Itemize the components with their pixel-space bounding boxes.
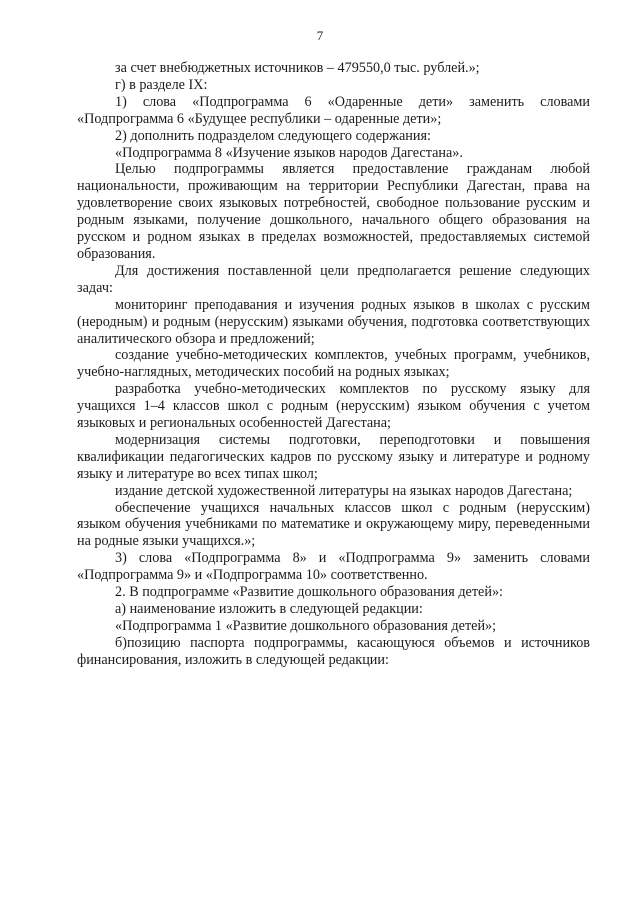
paragraph: 1) слова «Подпрограмма 6 «Одаренные дети» заменить словами «Подпрограмма 6 «Будущее республики – одаренные дети»; xyxy=(77,93,590,127)
paragraph: Целью подпрограммы является предоставление гражданам любой национальности, проживающим на территории Республики Дагестан, права на удовлетворение своих языковых потребностей, свободное пользование русским и родным языками, получение дошкольного, начального общего образования на русском и родном языках в пределах возможностей, предоставляемых системой образования. xyxy=(77,161,590,262)
paragraph: обеспечение учащихся начальных классов школ с родным (нерусским) языком обучения учебниками по математике и окружающему миру, переведенными на родные языки учащихся.»; xyxy=(77,499,590,550)
paragraph: а) наименование изложить в следующей редакции: xyxy=(115,601,423,617)
page-number: 7 xyxy=(316,28,324,43)
document-body xyxy=(77,60,590,669)
paragraph: «Подпрограмма 8 «Изучение языков народов Дагестана». xyxy=(115,144,463,161)
paragraph: г) в разделе IX: xyxy=(115,76,208,93)
paragraph: издание детской художественной литературы на языках народов Дагестана; xyxy=(115,482,573,499)
paragraph: Для достижения поставленной цели предполагается решение следующих задач: xyxy=(77,262,590,296)
paragraph: мониторинг преподавания и изучения родных языков в школах с русским (неродным) и родным (нерусским) языками обучения, подготовка соответствующих аналитического обзора и предложений; xyxy=(77,296,590,347)
paragraph: разработка учебно-методических комплектов по русскому языку для учащихся 1–4 классов школ с родным (нерусским) языком обучения с учетом языковых и региональных особенностей Дагестана; xyxy=(77,381,590,432)
paragraph: модернизация системы подготовки, переподготовки и повышения квалификации педагогических кадров по русскому языку и литературе и родному языку и литературе во всех типах школ; xyxy=(77,431,590,482)
paragraph: 3) слова «Подпрограмма 8» и «Подпрограмма 9» заменить словами «Подпрограмма 9» и «Подпрограмма 10» соответственно. xyxy=(77,550,590,584)
paragraph: 2. В подпрограмме «Развитие дошкольного образования детей»: xyxy=(115,584,503,601)
paragraph: «Подпрограмма 1 «Развитие дошкольного образования детей»; xyxy=(115,617,497,634)
paragraph: за счет внебюджетных источников – 479550,0 тыс. рублей.»; xyxy=(115,60,480,76)
paragraph: 2) дополнить подразделом следующего содержания: xyxy=(115,127,431,144)
paragraph: б)позицию паспорта подпрограммы, касающуюся объемов и источников финансирования, изложить в следующей редакции: xyxy=(77,634,590,668)
paragraph: создание учебно-методических комплектов, учебных программ, учебников, учебно-наглядных, методических пособий на родных языках; xyxy=(77,347,590,381)
